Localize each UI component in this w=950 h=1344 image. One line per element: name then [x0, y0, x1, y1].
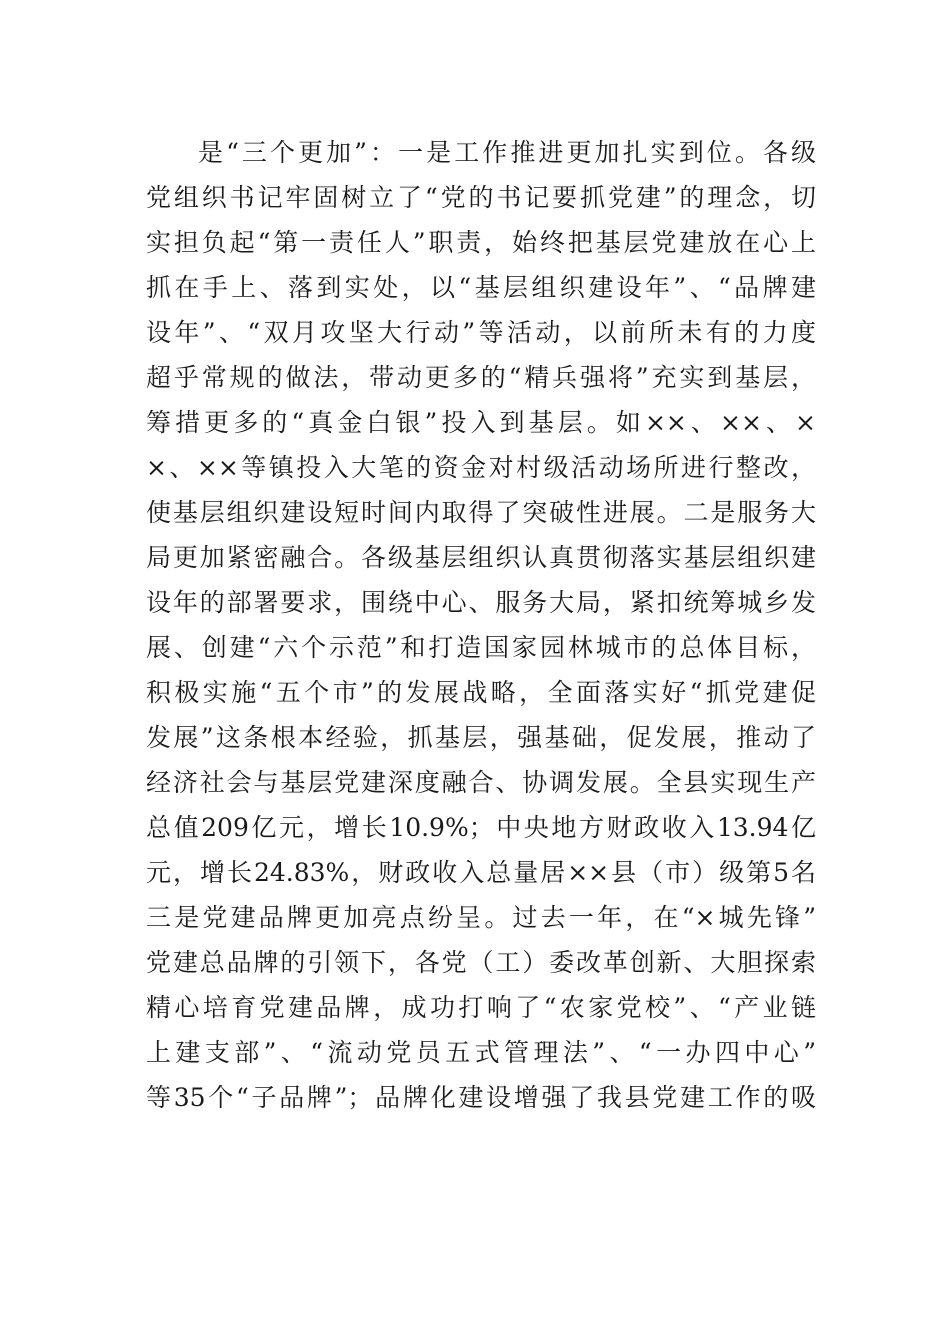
- text-line: 是“三个更加”：一是工作推进更加扎实到位。各级: [198, 138, 816, 167]
- text-line: 局更加紧密融合。各级基层组织认真贯彻落实基层组织建: [146, 543, 816, 572]
- text-line: ×、××等镇投入大笔的资金对村级活动场所进行整改，: [146, 453, 816, 482]
- text-line: 经济社会与基层党建深度融合、协调发展。全县实现生产: [146, 768, 816, 797]
- text-line: 总值209亿元，增长10.9%；中央地方财政收入13.94亿: [146, 813, 816, 842]
- text-line: 积极实施“五个市”的发展战略，全面落实好“抓党建促: [146, 678, 816, 707]
- text-line: 使基层组织建设短时间内取得了突破性进展。二是服务大: [146, 498, 816, 527]
- text-line: 元，增长24.83%，财政收入总量居××县（市）级第5名: [146, 858, 816, 887]
- body-text: [146, 130, 816, 1120]
- text-line: 抓在手上、落到实处，以“基层组织建设年”、“品牌建: [146, 273, 816, 302]
- text-line: 设年”、“双月攻坚大行动”等活动，以前所未有的力度: [146, 318, 816, 347]
- text-line: 党建总品牌的引领下，各党（工）委改革创新、大胆探索: [146, 948, 816, 977]
- text-line: 精心培育党建品牌，成功打响了“农家党校”、“产业链: [146, 993, 816, 1022]
- text-line: 展、创建“六个示范”和打造国家园林城市的总体目标，: [146, 633, 816, 662]
- text-line: 上建支部”、“流动党员五式管理法”、“一办四中心”: [146, 1038, 816, 1067]
- text-line: 实担负起“第一责任人”职责，始终把基层党建放在心上: [146, 228, 816, 257]
- text-line: 三是党建品牌更加亮点纷呈。过去一年，在“×城先锋”: [146, 903, 816, 932]
- text-line: 等35个“子品牌”；品牌化建设增强了我县党建工作的吸: [146, 1083, 816, 1112]
- text-line: 发展”这条根本经验，抓基层，强基础，促发展，推动了: [146, 723, 816, 752]
- text-line: 筹措更多的“真金白银”投入到基层。如××、××、×: [146, 408, 816, 437]
- text-line: 党组织书记牢固树立了“党的书记要抓党建”的理念，切: [146, 183, 816, 212]
- text-line: 超乎常规的做法，带动更多的“精兵强将”充实到基层，: [146, 363, 816, 392]
- text-line: 设年的部署要求，围绕中心、服务大局，紧扣统筹城乡发: [146, 588, 816, 617]
